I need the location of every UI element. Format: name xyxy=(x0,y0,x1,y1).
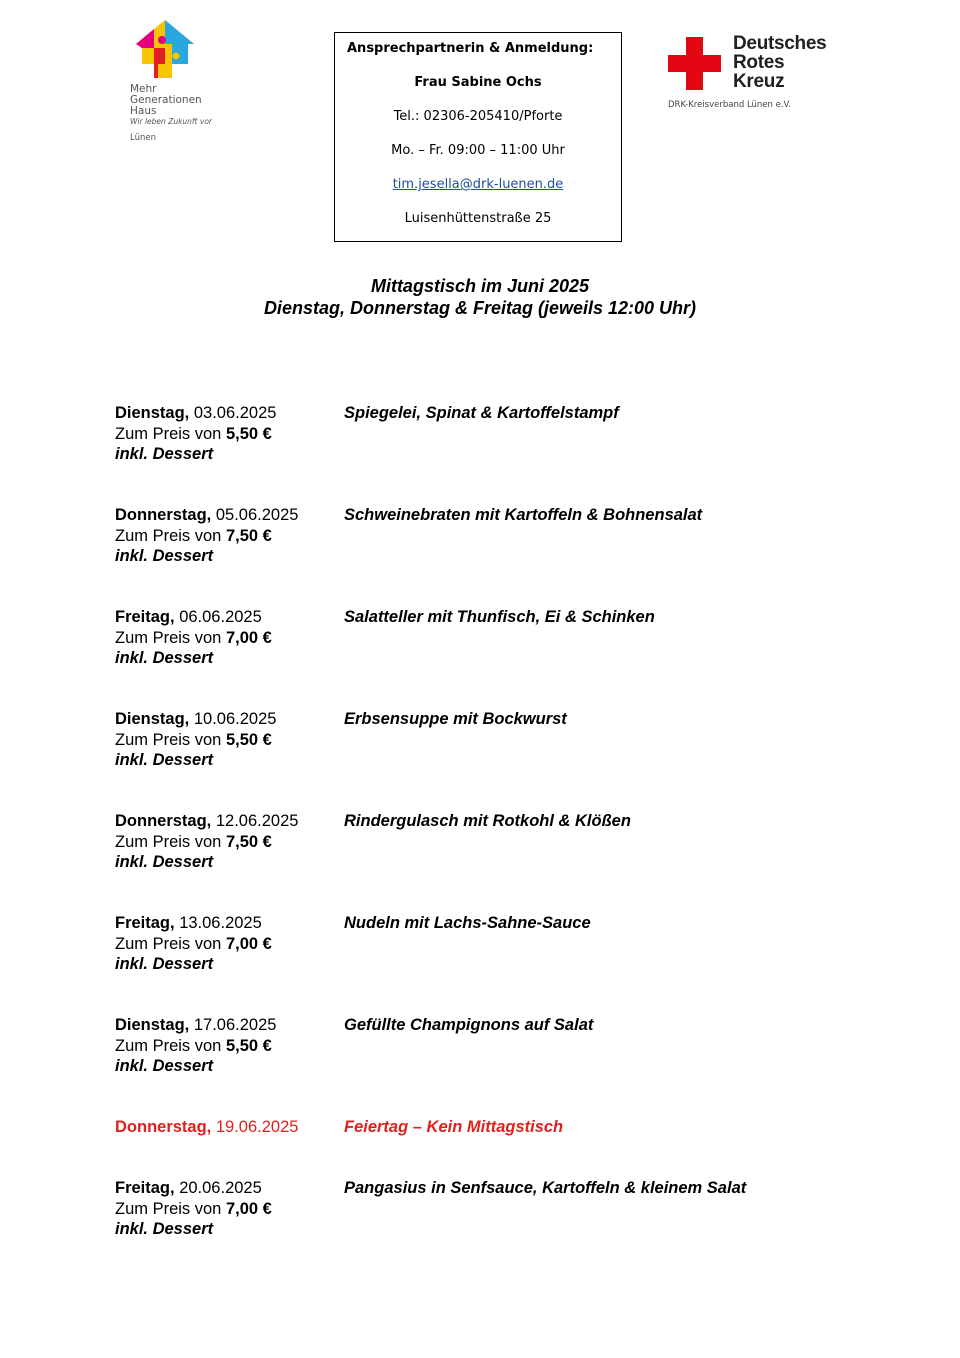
menu-holiday-note: Feiertag – Kein Mittagstisch xyxy=(344,1118,564,1136)
contact-phone: Tel.: 02306-205410/Pforte xyxy=(393,109,563,124)
menu-entry-info xyxy=(115,1178,340,1240)
mgh-line-3: Haus xyxy=(130,105,157,117)
menu-price-line xyxy=(115,526,340,547)
menu-price-prefix: Zum Preis von xyxy=(115,424,226,443)
menu-entry-info xyxy=(115,1015,340,1077)
menu-date-line xyxy=(115,403,340,424)
page-title: Mittagstisch im Juni 2025 xyxy=(370,276,590,296)
menu-date: 05.06.2025 xyxy=(211,506,299,524)
menu-entry-info xyxy=(115,1117,340,1138)
menu-entry-info xyxy=(115,811,340,873)
menu-price-prefix: Zum Preis von xyxy=(115,832,226,851)
contact-name: Frau Sabine Ochs xyxy=(414,75,542,90)
mgh-logo xyxy=(128,18,238,148)
menu-price: 7,00 € xyxy=(225,934,272,953)
mgh-house-icon xyxy=(132,18,198,80)
menu-dish: Rindergulasch mit Rotkohl & Klößen xyxy=(344,812,631,830)
mgh-line-2: Generationen xyxy=(130,94,202,106)
contact-box xyxy=(334,32,622,242)
menu-dish: Erbsensuppe mit Bockwurst xyxy=(344,710,567,728)
drk-subtitle: DRK-Kreisverband Lünen e.V. xyxy=(668,100,791,110)
page-subtitle: Dienstag, Donnerstag & Freitag (jeweils 12:00 Uhr) xyxy=(263,298,697,318)
menu-price-line xyxy=(115,424,340,445)
contact-heading: Ansprechpartnerin & Anmeldung: xyxy=(347,41,594,56)
menu-day: Dienstag, xyxy=(115,1016,190,1034)
menu-date: 17.06.2025 xyxy=(189,1016,277,1034)
contact-email-link[interactable]: tim.jesella@drk-luenen.de xyxy=(392,177,564,192)
menu-price: 7,00 € xyxy=(225,1199,272,1218)
menu-dessert: inkl. Dessert xyxy=(115,445,214,463)
menu-entry-info xyxy=(115,913,340,975)
menu-date: 06.06.2025 xyxy=(174,608,262,626)
menu-day: Donnerstag, xyxy=(115,812,212,830)
menu-dish: Salatteller mit Thunfisch, Ei & Schinken xyxy=(344,608,655,626)
menu-price-line xyxy=(115,1199,340,1220)
menu-price-line xyxy=(115,934,340,955)
drk-word-3: Kreuz xyxy=(733,71,785,92)
menu-dish: Nudeln mit Lachs-Sahne-Sauce xyxy=(344,914,591,932)
menu-price: 7,50 € xyxy=(225,832,272,851)
contact-address: Luisenhüttenstraße 25 xyxy=(404,211,552,226)
mgh-logo-text xyxy=(130,84,212,144)
menu-dessert: inkl. Dessert xyxy=(115,1220,214,1238)
menu-dish: Gefüllte Champignons auf Salat xyxy=(344,1016,594,1034)
mgh-city: Lünen xyxy=(130,133,156,143)
drk-logo xyxy=(666,34,856,114)
menu-date-line xyxy=(115,811,340,832)
menu-date-line xyxy=(115,505,340,526)
menu-price-prefix: Zum Preis von xyxy=(115,628,226,647)
menu-price-prefix: Zum Preis von xyxy=(115,526,226,545)
menu-entry-info xyxy=(115,403,340,465)
menu-date: 10.06.2025 xyxy=(189,710,277,728)
contact-hours: Mo. – Fr. 09:00 – 11:00 Uhr xyxy=(391,143,565,158)
menu-date: 12.06.2025 xyxy=(211,812,299,830)
menu-price: 5,50 € xyxy=(225,424,272,443)
red-cross-icon xyxy=(668,37,721,90)
menu-entry-info xyxy=(115,709,340,771)
menu-dessert: inkl. Dessert xyxy=(115,751,214,769)
menu-price-line xyxy=(115,730,340,751)
drk-word-1: Deutsches xyxy=(733,33,827,54)
menu-dessert: inkl. Dessert xyxy=(115,1057,214,1075)
menu-price-line xyxy=(115,628,340,649)
menu-price-prefix: Zum Preis von xyxy=(115,730,226,749)
menu-dessert: inkl. Dessert xyxy=(115,853,214,871)
menu-date-line xyxy=(115,607,340,628)
menu-date: 03.06.2025 xyxy=(189,404,277,422)
menu-day: Dienstag, xyxy=(115,710,190,728)
menu-date-line xyxy=(115,1117,340,1138)
drk-wordmark xyxy=(733,34,826,91)
menu-day: Donnerstag, xyxy=(115,1118,212,1136)
menu-price: 5,50 € xyxy=(225,1036,272,1055)
menu-date-line xyxy=(115,1015,340,1036)
menu-day: Dienstag, xyxy=(115,404,190,422)
menu-dessert: inkl. Dessert xyxy=(115,547,214,565)
menu-date: 20.06.2025 xyxy=(174,1179,262,1197)
menu-date-line xyxy=(115,709,340,730)
menu-price-line xyxy=(115,832,340,853)
menu-price-line xyxy=(115,1036,340,1057)
mgh-line-1: Mehr xyxy=(130,83,157,95)
menu-price: 7,50 € xyxy=(225,526,272,545)
menu-entry-info xyxy=(115,607,340,669)
drk-word-2: Rotes xyxy=(733,52,785,73)
menu-day: Freitag, xyxy=(115,608,175,626)
menu-day: Freitag, xyxy=(115,1179,175,1197)
menu-dessert: inkl. Dessert xyxy=(115,649,214,667)
menu-date-line xyxy=(115,1178,340,1199)
menu-price-prefix: Zum Preis von xyxy=(115,1036,226,1055)
menu-entry-info xyxy=(115,505,340,567)
menu-dish: Spiegelei, Spinat & Kartoffelstampf xyxy=(344,404,619,422)
menu-price: 5,50 € xyxy=(225,730,272,749)
mgh-tagline: Wir leben Zukunft vor xyxy=(130,117,212,126)
menu-price-prefix: Zum Preis von xyxy=(115,1199,226,1218)
menu-date: 19.06.2025 xyxy=(211,1118,299,1136)
menu-dessert: inkl. Dessert xyxy=(115,955,214,973)
menu-day: Freitag, xyxy=(115,914,175,932)
menu-dish: Schweinebraten mit Kartoffeln & Bohnensalat xyxy=(344,506,703,524)
menu-date-line xyxy=(115,913,340,934)
menu-day: Donnerstag, xyxy=(115,506,212,524)
menu-price: 7,00 € xyxy=(225,628,272,647)
menu-date: 13.06.2025 xyxy=(174,914,262,932)
menu-dish: Pangasius in Senfsauce, Kartoffeln & kleinem Salat xyxy=(344,1179,747,1197)
menu-price-prefix: Zum Preis von xyxy=(115,934,226,953)
